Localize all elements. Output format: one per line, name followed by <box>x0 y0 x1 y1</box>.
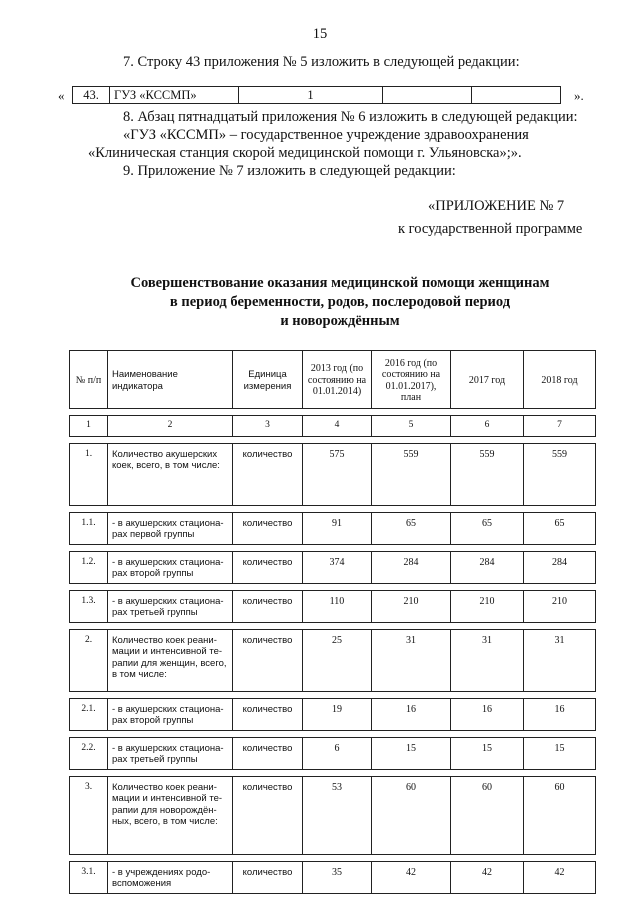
value-2018: 284 <box>524 551 596 583</box>
unit-of-measure: количество <box>233 512 303 544</box>
gap-cell <box>70 544 596 551</box>
value-2013: 19 <box>303 698 372 730</box>
gap-cell <box>70 769 596 776</box>
header-num: № п/п <box>70 351 108 409</box>
header-row <box>70 351 596 409</box>
row-43-replacement <box>58 86 598 106</box>
header-2018: 2018 год <box>524 351 596 409</box>
value-2018: 210 <box>524 590 596 622</box>
value-2017: 31 <box>451 629 524 691</box>
value-2017: 60 <box>451 776 524 854</box>
value-2013: 53 <box>303 776 372 854</box>
value-2016: 559 <box>372 443 451 505</box>
value-2013: 91 <box>303 512 372 544</box>
row-43-empty-2 <box>472 87 561 104</box>
value-2016: 42 <box>372 861 451 893</box>
gap-row <box>70 691 596 698</box>
unit-of-measure: количество <box>233 443 303 505</box>
value-2017: 559 <box>451 443 524 505</box>
value-2017: 284 <box>451 551 524 583</box>
indicator-name: Количество коек реанимации и интенсивной терапии для женщин, всего, в том числе: <box>108 629 233 691</box>
value-2013: 575 <box>303 443 372 505</box>
row-43-table <box>72 86 561 104</box>
gap-cell <box>70 409 596 416</box>
column-number-row <box>70 416 596 437</box>
row-43-num: 43. <box>73 87 110 104</box>
indicator-name: - в акушерских стационарах первой группы <box>108 512 233 544</box>
value-2018: 31 <box>524 629 596 691</box>
column-number: 3 <box>233 416 303 437</box>
value-2016: 60 <box>372 776 451 854</box>
paragraph-9: 9. Приложение № 7 изложить в следующей редакции: <box>123 163 456 179</box>
value-2016: 15 <box>372 737 451 769</box>
value-2017: 65 <box>451 512 524 544</box>
header-2017: 2017 год <box>451 351 524 409</box>
indicator-name: Количество коек реанимации и интенсивной терапии для новорождённых, всего, в том числе: <box>108 776 233 854</box>
value-2016: 284 <box>372 551 451 583</box>
paragraph-8-line-3: «Клиническая станция скорой медицинской помощи г. Ульяновска»;». <box>88 145 522 161</box>
table-title <box>20 274 640 331</box>
paragraph-8-line-2: «ГУЗ «КССМП» – государственное учреждение здравоохранения <box>123 127 529 143</box>
value-2018: 15 <box>524 737 596 769</box>
value-2017: 15 <box>451 737 524 769</box>
value-2016: 16 <box>372 698 451 730</box>
unit-of-measure: количество <box>233 629 303 691</box>
gap-cell <box>70 622 596 629</box>
indicator-name: Количество акушерских коек, всего, в том числе: <box>108 443 233 505</box>
table-row <box>70 551 596 583</box>
header-2016: 2016 год (по состоянию на 01.01.2017), план <box>372 351 451 409</box>
column-number: 4 <box>303 416 372 437</box>
row-number: 1.1. <box>70 512 108 544</box>
column-number: 2 <box>108 416 233 437</box>
gap-cell <box>70 583 596 590</box>
gap-row <box>70 769 596 776</box>
appendix-subtitle: к государственной программе <box>398 221 583 237</box>
gap-cell <box>70 854 596 861</box>
header-name: Наименование индикатора <box>108 351 233 409</box>
gap-cell <box>70 436 596 443</box>
value-2017: 42 <box>451 861 524 893</box>
close-quote: ». <box>574 88 584 103</box>
row-number: 1.3. <box>70 590 108 622</box>
row-43-name: ГУЗ «КССМП» <box>110 87 239 104</box>
header-unit: Единица измерения <box>233 351 303 409</box>
gap-row <box>70 622 596 629</box>
column-number: 5 <box>372 416 451 437</box>
value-2018: 559 <box>524 443 596 505</box>
unit-of-measure: количество <box>233 776 303 854</box>
gap-row <box>70 730 596 737</box>
table-row <box>70 512 596 544</box>
indicator-name: - в учреждениях родовспоможения <box>108 861 233 893</box>
value-2016: 65 <box>372 512 451 544</box>
unit-of-measure: количество <box>233 590 303 622</box>
column-number: 7 <box>524 416 596 437</box>
value-2017: 16 <box>451 698 524 730</box>
row-43-empty-1 <box>383 87 472 104</box>
gap-row <box>70 583 596 590</box>
row-number: 3. <box>70 776 108 854</box>
value-2018: 42 <box>524 861 596 893</box>
value-2016: 210 <box>372 590 451 622</box>
gap-cell <box>70 730 596 737</box>
gap-row <box>70 505 596 512</box>
value-2018: 16 <box>524 698 596 730</box>
gap-row <box>70 409 596 416</box>
open-quote: « <box>58 88 65 103</box>
indicator-name: - в акушерских стационарах второй группы <box>108 698 233 730</box>
table-row <box>70 698 596 730</box>
table-row <box>70 629 596 691</box>
indicator-name: - в акушерских стационарах третьей группы <box>108 590 233 622</box>
unit-of-measure: количество <box>233 698 303 730</box>
gap-row <box>70 854 596 861</box>
title-line-3: и новорождённым <box>280 313 400 329</box>
table-row <box>70 443 596 505</box>
value-2018: 65 <box>524 512 596 544</box>
indicator-name: - в акушерских стационарах второй группы <box>108 551 233 583</box>
row-number: 1.2. <box>70 551 108 583</box>
unit-of-measure: количество <box>233 861 303 893</box>
paragraph-7: 7. Строку 43 приложения № 5 изложить в следующей редакции: <box>123 54 520 70</box>
gap-row <box>70 544 596 551</box>
column-number: 6 <box>451 416 524 437</box>
gap-row <box>70 436 596 443</box>
row-number: 2. <box>70 629 108 691</box>
gap-cell <box>70 505 596 512</box>
table-row <box>70 861 596 893</box>
value-2013: 35 <box>303 861 372 893</box>
table-row <box>70 590 596 622</box>
row-number: 3.1. <box>70 861 108 893</box>
table-row <box>70 737 596 769</box>
value-2017: 210 <box>451 590 524 622</box>
column-number: 1 <box>70 416 108 437</box>
unit-of-measure: количество <box>233 737 303 769</box>
value-2013: 25 <box>303 629 372 691</box>
value-2013: 110 <box>303 590 372 622</box>
value-2018: 60 <box>524 776 596 854</box>
paragraph-8-line-1: 8. Абзац пятнадцатый приложения № 6 изложить в следующей редакции: <box>123 109 578 125</box>
indicators-table <box>69 350 596 894</box>
value-2013: 6 <box>303 737 372 769</box>
page-number: 15 <box>312 26 328 42</box>
row-number: 1. <box>70 443 108 505</box>
gap-cell <box>70 691 596 698</box>
row-43-mark: 1 <box>239 87 383 104</box>
title-line-2: в период беременности, родов, послеродовой период <box>169 294 511 310</box>
indicator-name: - в акушерских стационарах третьей группы <box>108 737 233 769</box>
table-row <box>70 776 596 854</box>
row-number: 2.2. <box>70 737 108 769</box>
value-2013: 374 <box>303 551 372 583</box>
row-number: 2.1. <box>70 698 108 730</box>
appendix-label: «ПРИЛОЖЕНИЕ № 7 <box>428 198 565 214</box>
unit-of-measure: количество <box>233 551 303 583</box>
value-2016: 31 <box>372 629 451 691</box>
title-line-1: Совершенствование оказания медицинской помощи женщинам <box>130 275 550 291</box>
header-2013: 2013 год (по состоянию на 01.01.2014) <box>303 351 372 409</box>
